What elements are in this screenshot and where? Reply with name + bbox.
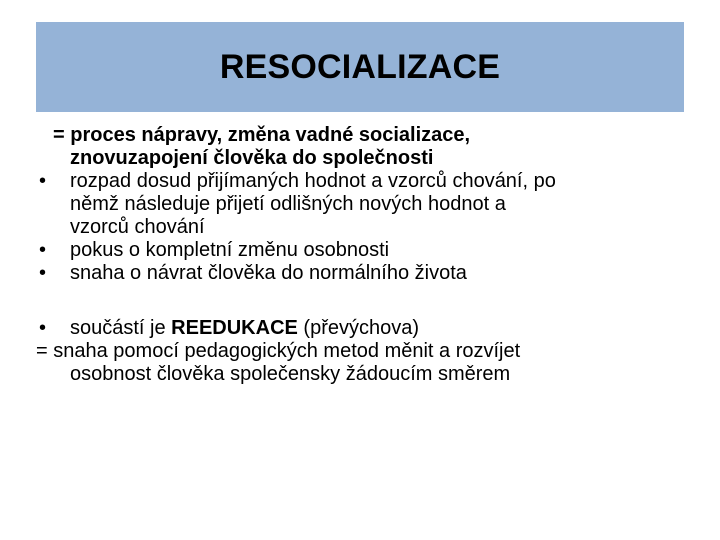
definition-line-1: = proces nápravy, změna vadné socializace, <box>53 124 471 146</box>
bullet-icon: • <box>39 170 47 192</box>
slide-title: RESOCIALIZACE <box>219 47 501 86</box>
reeducation-term: REEDUKACE <box>171 317 298 339</box>
definition-line-2: znovuzapojení člověka do společnosti <box>70 147 434 169</box>
bullet-text: snaha o návrat člověka do normálního života <box>70 262 467 284</box>
reeducation-prefix: součástí je <box>70 317 172 339</box>
bullet-item-2 <box>36 239 686 262</box>
bullet-icon: • <box>39 262 47 284</box>
bullet-item-1-line-3: vzorců chování <box>70 216 205 238</box>
bullet-item-1-line-1 <box>36 170 686 193</box>
slide-content <box>36 124 686 386</box>
reeducation-bullet <box>36 317 686 340</box>
bullet-item-1-line-2: němž následuje přijetí odlišných nových hodnot a <box>70 193 506 215</box>
title-band <box>36 22 684 112</box>
bullet-icon: • <box>39 239 47 261</box>
equals-sign: = <box>36 340 48 362</box>
reeducation-definition-line-1 <box>36 340 686 363</box>
reeducation-suffix: (převýchova) <box>297 317 420 339</box>
reeducation-definition-line-2: osobnost člověka společensky žádoucím směrem <box>70 363 511 385</box>
bullet-text: rozpad dosud přijímaných hodnot a vzorců chování, po <box>70 170 556 192</box>
bullet-item-3 <box>36 262 686 285</box>
bullet-text: pokus o kompletní změnu osobnosti <box>70 239 390 261</box>
spacer <box>36 285 686 317</box>
bullet-icon: • <box>39 317 47 339</box>
reeducation-definition-text: snaha pomocí pedagogických metod měnit a rozvíjet <box>53 340 521 362</box>
